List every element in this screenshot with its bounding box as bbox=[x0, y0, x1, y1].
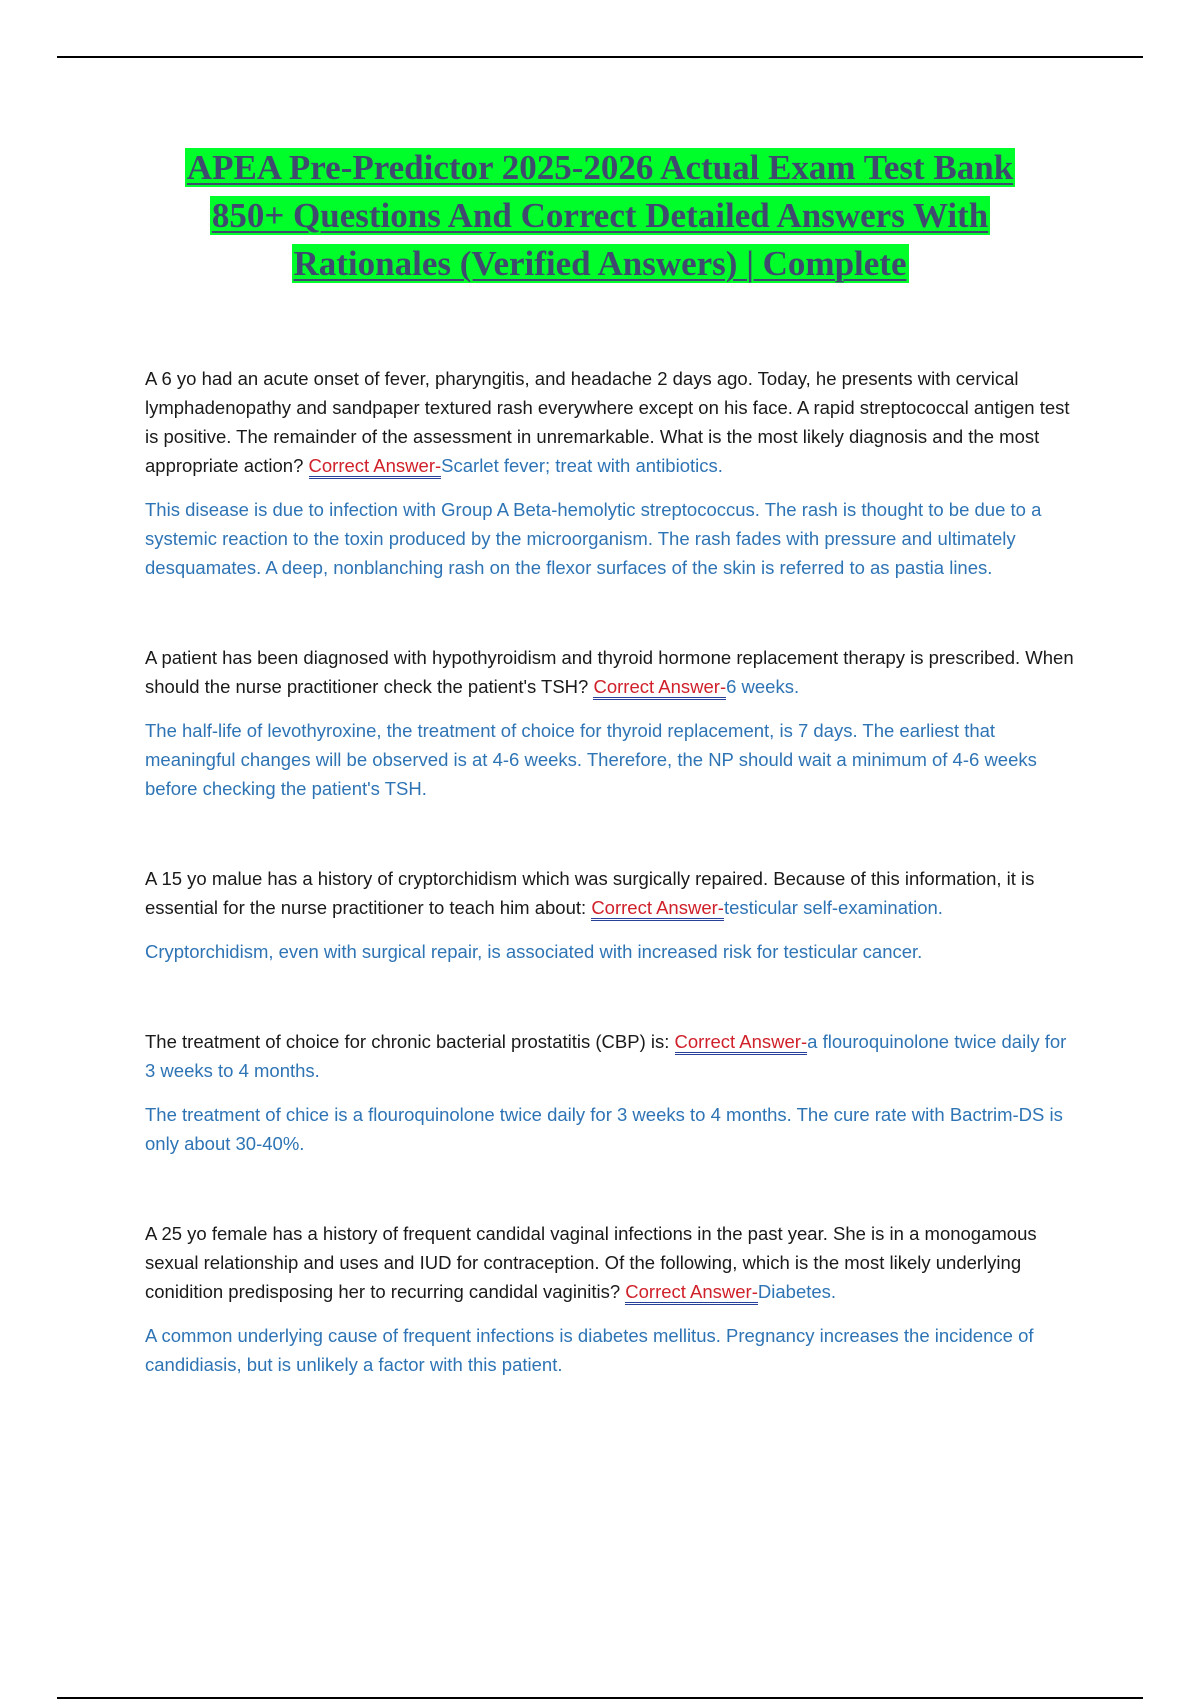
answer-text: testicular self-examination. bbox=[723, 897, 943, 918]
correct-answer-label: Correct Answer- bbox=[675, 1031, 808, 1055]
qa-item-3 bbox=[145, 864, 1075, 966]
qa-content bbox=[145, 364, 1075, 1379]
spacer bbox=[145, 582, 1075, 643]
top-horizontal-rule bbox=[57, 56, 1143, 58]
spacer bbox=[145, 966, 1075, 1027]
question-text: A 25 yo female has a history of frequent candidal vaginal infections in the past year. She is in a monogamous sexual relationship and uses and IUD for contraception. Of the following, which is the most likely underlying conidition predisposing her to recurring candidal vaginitis? Correct Answer-Diabetes. bbox=[145, 1219, 1075, 1306]
title-line-1: APEA Pre-Predictor 2025-2026 Actual Exam Test Bank bbox=[186, 148, 1014, 187]
question-text: The treatment of choice for chronic bacterial prostatitis (CBP) is: Correct Answer-a flouroquinolone twice daily for 3 weeks to 4 months. bbox=[145, 1031, 1067, 1081]
answer-text: Diabetes. bbox=[757, 1281, 837, 1302]
bottom-horizontal-rule bbox=[57, 1697, 1143, 1699]
qa-item-4 bbox=[145, 1027, 1075, 1158]
qa-item-2 bbox=[145, 643, 1075, 803]
answer-text: a flouroquinolone twice daily for 3 weeks to 4 months. bbox=[145, 1031, 1067, 1081]
spacer bbox=[145, 1158, 1075, 1219]
qa-item-1 bbox=[145, 364, 1075, 582]
answer-text: 6 weeks. bbox=[726, 676, 800, 697]
spacer bbox=[145, 803, 1075, 864]
rationale-text: A common underlying cause of frequent infections is diabetes mellitus. Pregnancy increases the incidence of candidiasis, but is unlikely a factor with this patient. bbox=[145, 1325, 1034, 1375]
qa-item-5 bbox=[145, 1219, 1075, 1379]
correct-answer-label: Correct Answer- bbox=[591, 897, 724, 921]
correct-answer-label: Correct Answer- bbox=[625, 1281, 758, 1305]
question-text: A 6 yo had an acute onset of fever, pharyngitis, and headache 2 days ago. Today, he presents with cervical lymphadenopathy and sandpaper textured rash everywhere except on his face. A rapid streptococcal antigen test is positive. The remainder of the assessment in unremarkable. What is the most likely diagnosis and the most appropriate action? Correct Answer-Scarlet fever; treat with antibiotics. bbox=[145, 364, 1075, 480]
rationale-text: The treatment of chice is a flouroquinolone twice daily for 3 weeks to 4 months. The cure rate with Bactrim-DS is only about 30-40%. bbox=[145, 1104, 1063, 1154]
correct-answer-label: Correct Answer- bbox=[309, 455, 442, 479]
question-text: A patient has been diagnosed with hypothyroidism and thyroid hormone replacement therapy is prescribed. When should the nurse practitioner check the patient's TSH? Correct Answer-6 weeks. bbox=[145, 643, 1075, 701]
correct-answer-label: Correct Answer- bbox=[593, 676, 726, 700]
answer-text: Scarlet fever; treat with antibiotics. bbox=[441, 455, 723, 476]
rationale-text: The half-life of levothyroxine, the treatment of choice for thyroid replacement, is 7 days. The earliest that meaningful changes will be observed is at 4-6 weeks. Therefore, the NP should wait a minimum of 4-6 weeks before checking the patient's TSH. bbox=[145, 720, 1037, 799]
document-title bbox=[100, 144, 1100, 288]
title-line-3: Rationales (Verified Answers) | Complete bbox=[293, 244, 907, 283]
title-line-2: 850+ Questions And Correct Detailed Answers With bbox=[211, 196, 989, 235]
rationale-text: This disease is due to infection with Group A Beta-hemolytic streptococcus. The rash is thought to be due to a systemic reaction to the toxin produced by the microorganism. The rash fades with pressure and ultimately desquamates. A deep, nonblanching rash on the flexor surfaces of the skin is referred to as pastia lines. bbox=[145, 499, 1042, 578]
rationale-text: Cryptorchidism, even with surgical repair, is associated with increased risk for testicular cancer. bbox=[145, 941, 923, 962]
question-text: A 15 yo malue has a history of cryptorchidism which was surgically repaired. Because of this information, it is essential for the nurse practitioner to teach him about: Correct Answer-testicular self-examination. bbox=[145, 864, 1075, 922]
